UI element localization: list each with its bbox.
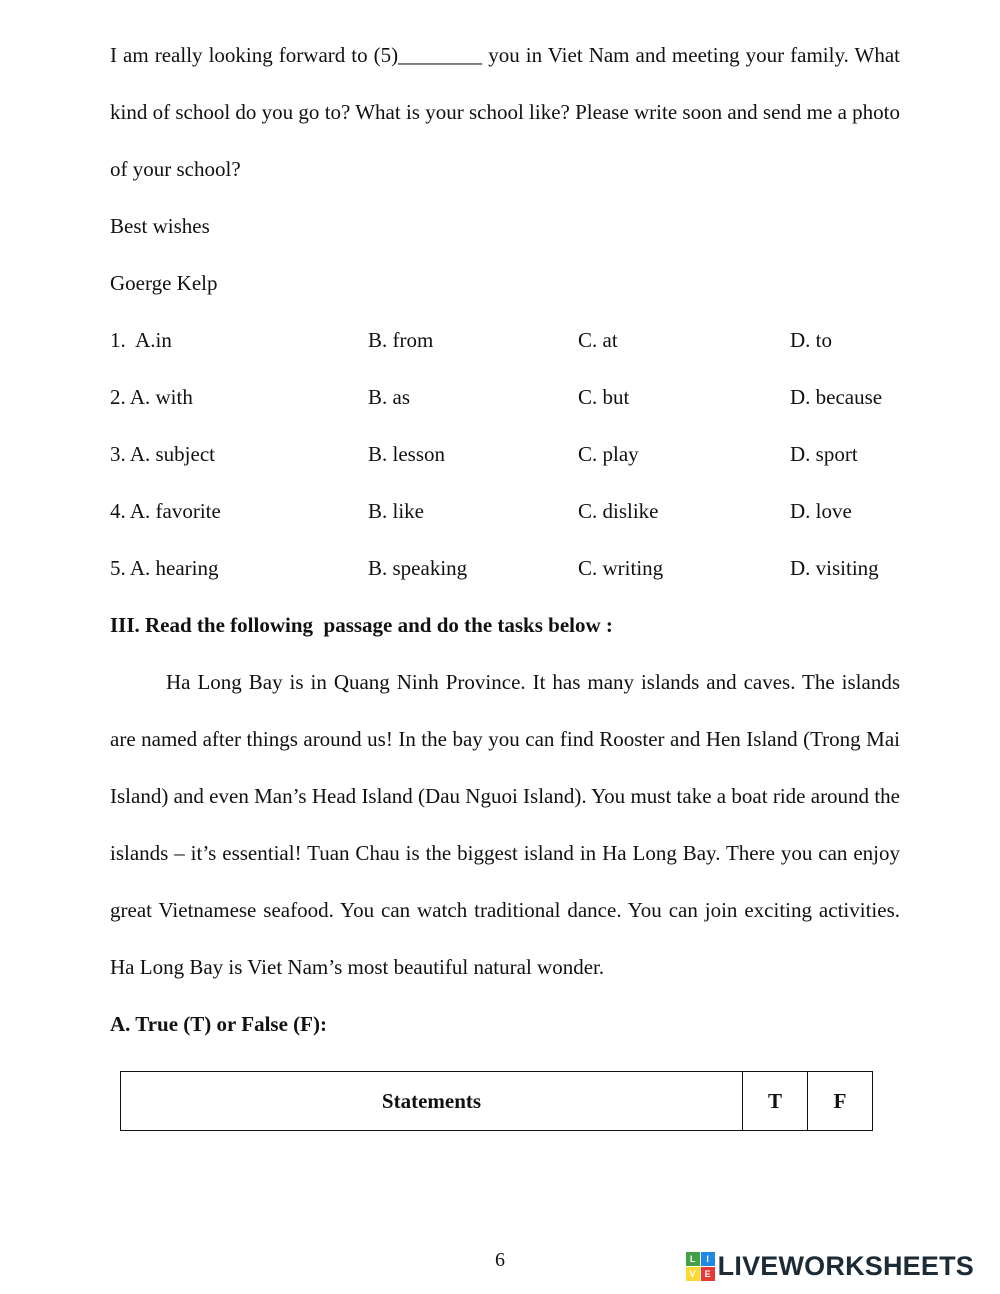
mcq-3-option-b: B. lesson [368,442,446,466]
mcq-list [110,312,900,597]
mcq-5-option-a: 5. A. hearing [110,556,219,580]
mcq-3-option-d: D. sport [790,442,858,466]
mcq-2-option-a: 2. A. with [110,385,193,409]
table-header-statements: Statements [121,1072,743,1131]
mcq-2-option-b: B. as [368,385,410,409]
mcq-3-option-c: C. play [578,442,639,466]
liveworksheets-wordmark: LIVEWORKSHEETS [717,1251,974,1281]
logo-tile-l: L [686,1252,700,1266]
mcq-4-option-d: D. love [790,499,852,523]
letter-signature: Goerge Kelp [110,271,218,295]
page-number: 6 [495,1249,505,1271]
mcq-3-option-a: 3. A. subject [110,442,215,466]
mcq-1-option-c: C. at [578,328,618,352]
section-iii-heading: III. Read the following passage and do the tasks below : [110,613,613,637]
liveworksheets-logo-icon [686,1252,715,1281]
reading-passage: Ha Long Bay is in Quang Ninh Province. It has many islands and caves. The islands are named after things around us! In the bay you can find Rooster and Hen Island (Trong Mai Island) and even Man’s Head Island (Dau Nguoi Island). You must take a boat ride around the islands – it’s essential! Tuan Chau is the biggest island in Ha Long Bay. There you can enjoy great Vietnamese seafood. You can watch traditional dance. You can join exciting activities. Ha Long Bay is Viet Nam’s most beautiful natural wonder. [110,670,900,979]
mcq-4-option-a: 4. A. favorite [110,499,221,523]
mcq-5-option-b: B. speaking [368,556,468,580]
true-false-table [120,1071,873,1131]
mcq-1-option-a: 1. A.in [110,328,172,352]
mcq-2-option-c: C. but [578,385,630,409]
true-false-heading: A. True (T) or False (F): [110,1012,327,1036]
mcq-2-option-d: D. because [790,385,883,409]
mcq-4-option-c: C. dislike [578,499,659,523]
mcq-row-4 [110,483,900,540]
logo-tile-e: E [701,1267,715,1281]
mcq-1-option-d: D. to [790,328,832,352]
logo-tile-i: I [701,1252,715,1266]
letter-closing: Best wishes [110,214,210,238]
mcq-5-option-d: D. visiting [790,556,879,580]
letter-body: I am really looking forward to (5)________ you in Viet Nam and meeting your family. What kind of school do you go to? What is your school like? Please write soon and send me a photo of your school? [110,43,900,181]
mcq-row-3 [110,426,900,483]
liveworksheets-logo[interactable] [686,1251,974,1282]
table-header-true: T [743,1072,808,1131]
mcq-row-2 [110,369,900,426]
table-header-false: F [808,1072,873,1131]
mcq-4-option-b: B. like [368,499,424,523]
logo-tile-v: V [686,1267,700,1281]
mcq-row-1 [110,312,900,369]
mcq-1-option-b: B. from [368,328,434,352]
mcq-5-option-c: C. writing [578,556,664,580]
mcq-row-5 [110,540,900,597]
true-false-table-header-row [121,1072,873,1131]
